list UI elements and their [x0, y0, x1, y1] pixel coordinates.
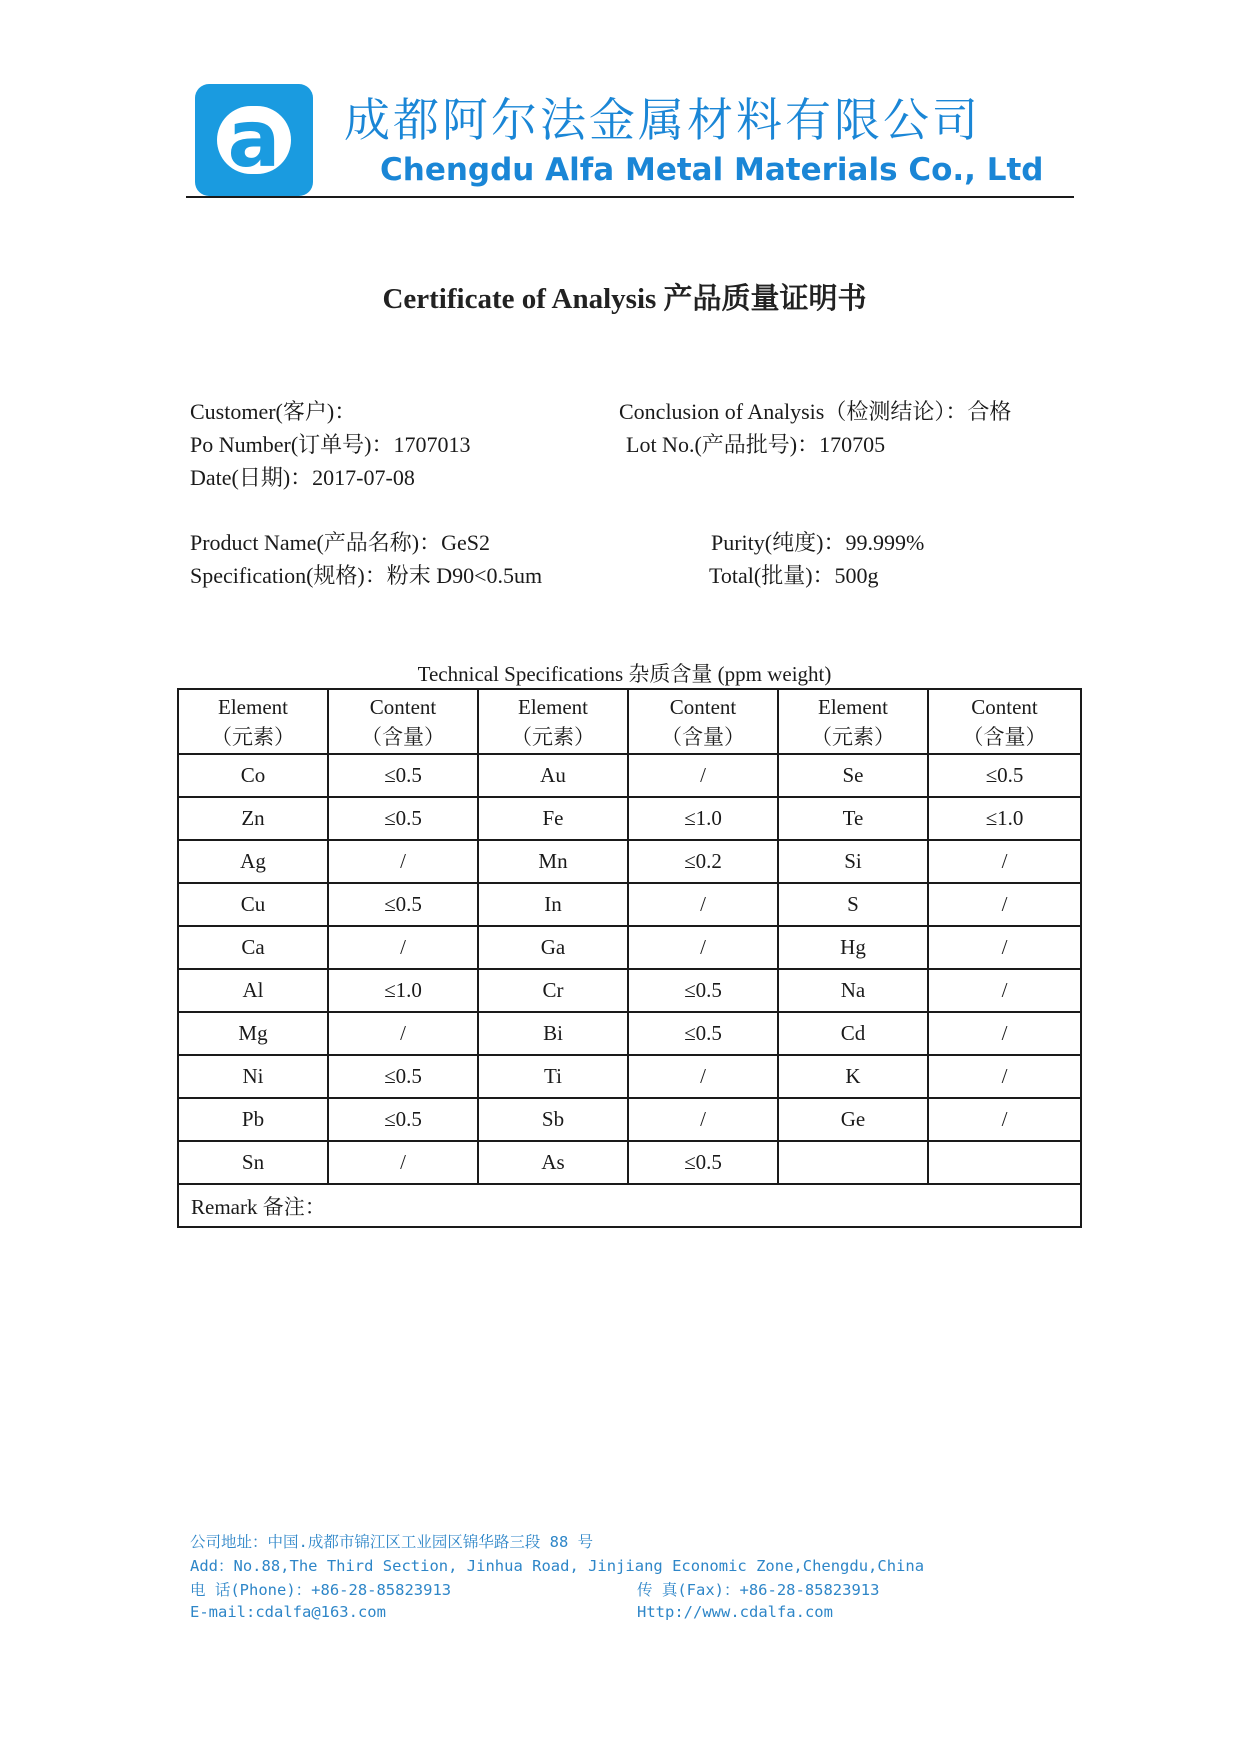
- footer-address-cn: 公司地址：中国.成都市锦江区工业园区锦华路三段 88 号: [190, 1533, 594, 1551]
- date-field: Date(日期)：2017-07-08: [190, 465, 415, 490]
- element-cell: Ca: [178, 926, 328, 969]
- table-row: [178, 1141, 1081, 1184]
- content-cell: ≤1.0: [928, 797, 1081, 840]
- element-cell: Ti: [478, 1055, 628, 1098]
- table-row: [178, 840, 1081, 883]
- element-cell: As: [478, 1141, 628, 1184]
- company-name-cn: 成都阿尔法金属材料有限公司: [344, 93, 981, 147]
- content-cell: ≤0.5: [628, 969, 778, 1012]
- header-divider: [186, 196, 1074, 198]
- impurity-table: [177, 688, 1082, 1228]
- content-cell: /: [628, 1055, 778, 1098]
- header-element-cn: （元素）: [211, 724, 295, 749]
- footer-address-en: Add：No.88,The Third Section, Jinhua Road, Jinjiang Economic Zone,Chengdu,China: [190, 1557, 925, 1575]
- element-cell: Si: [778, 840, 928, 883]
- po-number-field: Po Number(订单号)：1707013: [190, 432, 471, 457]
- header-content-cn: （含量）: [361, 724, 445, 749]
- content-cell: /: [928, 926, 1081, 969]
- content-cell: ≤1.0: [628, 797, 778, 840]
- element-cell: Cd: [778, 1012, 928, 1055]
- document-title: Certificate of Analysis 产品质量证明书: [382, 283, 867, 315]
- product-name-field: Product Name(产品名称)：GeS2: [190, 530, 491, 555]
- content-cell: ≤0.5: [628, 1012, 778, 1055]
- purity-field: Purity(纯度)：99.999%: [711, 530, 925, 555]
- header-element: [478, 689, 628, 754]
- content-cell: /: [328, 926, 478, 969]
- element-cell: Se: [778, 754, 928, 797]
- content-cell: /: [928, 969, 1081, 1012]
- header-content-cn: （含量）: [661, 724, 745, 749]
- header-element-cn: （元素）: [511, 724, 595, 749]
- element-cell: Sb: [478, 1098, 628, 1141]
- footer-fax: 传 真(Fax)：+86-28-85823913: [637, 1581, 880, 1599]
- element-cell: Cr: [478, 969, 628, 1012]
- table-row: [178, 883, 1081, 926]
- content-cell: ≤0.2: [628, 840, 778, 883]
- content-cell: /: [928, 1012, 1081, 1055]
- element-cell: Ni: [178, 1055, 328, 1098]
- content-cell: /: [928, 1098, 1081, 1141]
- header-element-en: Element: [818, 694, 888, 719]
- element-cell: Pb: [178, 1098, 328, 1141]
- header-content-en: Content: [669, 694, 737, 719]
- content-cell: /: [328, 1012, 478, 1055]
- content-cell: ≤0.5: [328, 797, 478, 840]
- header-content-cn: （含量）: [962, 724, 1047, 749]
- element-cell: Mn: [478, 840, 628, 883]
- content-cell: /: [328, 1141, 478, 1184]
- table-row: [178, 1055, 1081, 1098]
- footer-website[interactable]: Http://www.cdalfa.com: [637, 1603, 833, 1621]
- element-cell: Bi: [478, 1012, 628, 1055]
- table-caption: Technical Specifications 杂质含量 (ppm weight): [417, 662, 832, 686]
- footer-phone: 电 话(Phone)：+86-28-85823913: [190, 1581, 452, 1599]
- element-cell: Te: [778, 797, 928, 840]
- header-element-cn: （元素）: [811, 724, 895, 749]
- header-content: [328, 689, 478, 754]
- footer-email: E-mail:cdalfa@163.com: [190, 1603, 386, 1621]
- content-cell: /: [628, 1098, 778, 1141]
- customer-field: Customer(客户)：: [190, 399, 357, 424]
- header-element-en: Element: [218, 694, 288, 719]
- content-cell: ≤0.5: [328, 1055, 478, 1098]
- header-element: [778, 689, 928, 754]
- table-row: [178, 926, 1081, 969]
- content-cell: ≤0.5: [328, 883, 478, 926]
- total-field: Total(批量)：500g: [709, 563, 879, 588]
- content-cell: /: [928, 883, 1081, 926]
- element-cell: [778, 1141, 928, 1184]
- content-cell: /: [928, 840, 1081, 883]
- conclusion-field: Conclusion of Analysis（检测结论）：合格: [619, 399, 1012, 424]
- element-cell: Fe: [478, 797, 628, 840]
- header-content: [628, 689, 778, 754]
- content-cell: ≤0.5: [928, 754, 1081, 797]
- element-cell: Na: [778, 969, 928, 1012]
- content-cell: ≤1.0: [328, 969, 478, 1012]
- logo-letter: a: [227, 95, 281, 185]
- content-cell: ≤0.5: [328, 1098, 478, 1141]
- header-content-en: Content: [369, 694, 437, 719]
- content-cell: /: [628, 754, 778, 797]
- element-cell: Al: [178, 969, 328, 1012]
- table-header-row: [178, 689, 1081, 754]
- header-content-en: Content: [971, 694, 1038, 719]
- company-logo: [195, 84, 313, 196]
- table-row: [178, 797, 1081, 840]
- element-cell: Hg: [778, 926, 928, 969]
- element-cell: Sn: [178, 1141, 328, 1184]
- element-cell: Ga: [478, 926, 628, 969]
- specification-field: Specification(规格)：粉末 D90<0.5um: [190, 563, 543, 588]
- lot-number-field: Lot No.(产品批号)：170705: [626, 432, 886, 457]
- table-row: [178, 1098, 1081, 1141]
- header-content: [928, 689, 1081, 754]
- table-row: [178, 969, 1081, 1012]
- table-row: [178, 1012, 1081, 1055]
- element-cell: Zn: [178, 797, 328, 840]
- header-element: [178, 689, 328, 754]
- content-cell: ≤0.5: [628, 1141, 778, 1184]
- content-cell: /: [628, 883, 778, 926]
- content-cell: [928, 1141, 1081, 1184]
- element-cell: K: [778, 1055, 928, 1098]
- content-cell: /: [628, 926, 778, 969]
- element-cell: Ge: [778, 1098, 928, 1141]
- element-cell: Mg: [178, 1012, 328, 1055]
- element-cell: Au: [478, 754, 628, 797]
- element-cell: Co: [178, 754, 328, 797]
- remark-cell: Remark 备注：: [178, 1184, 1081, 1227]
- remark-row: [178, 1184, 1081, 1227]
- company-name-en: Chengdu Alfa Metal Materials Co., Ltd: [380, 152, 1044, 188]
- content-cell: ≤0.5: [328, 754, 478, 797]
- content-cell: /: [928, 1055, 1081, 1098]
- header-element-en: Element: [518, 694, 588, 719]
- element-cell: S: [778, 883, 928, 926]
- content-cell: /: [328, 840, 478, 883]
- table-row: [178, 754, 1081, 797]
- element-cell: Cu: [178, 883, 328, 926]
- element-cell: In: [478, 883, 628, 926]
- element-cell: Ag: [178, 840, 328, 883]
